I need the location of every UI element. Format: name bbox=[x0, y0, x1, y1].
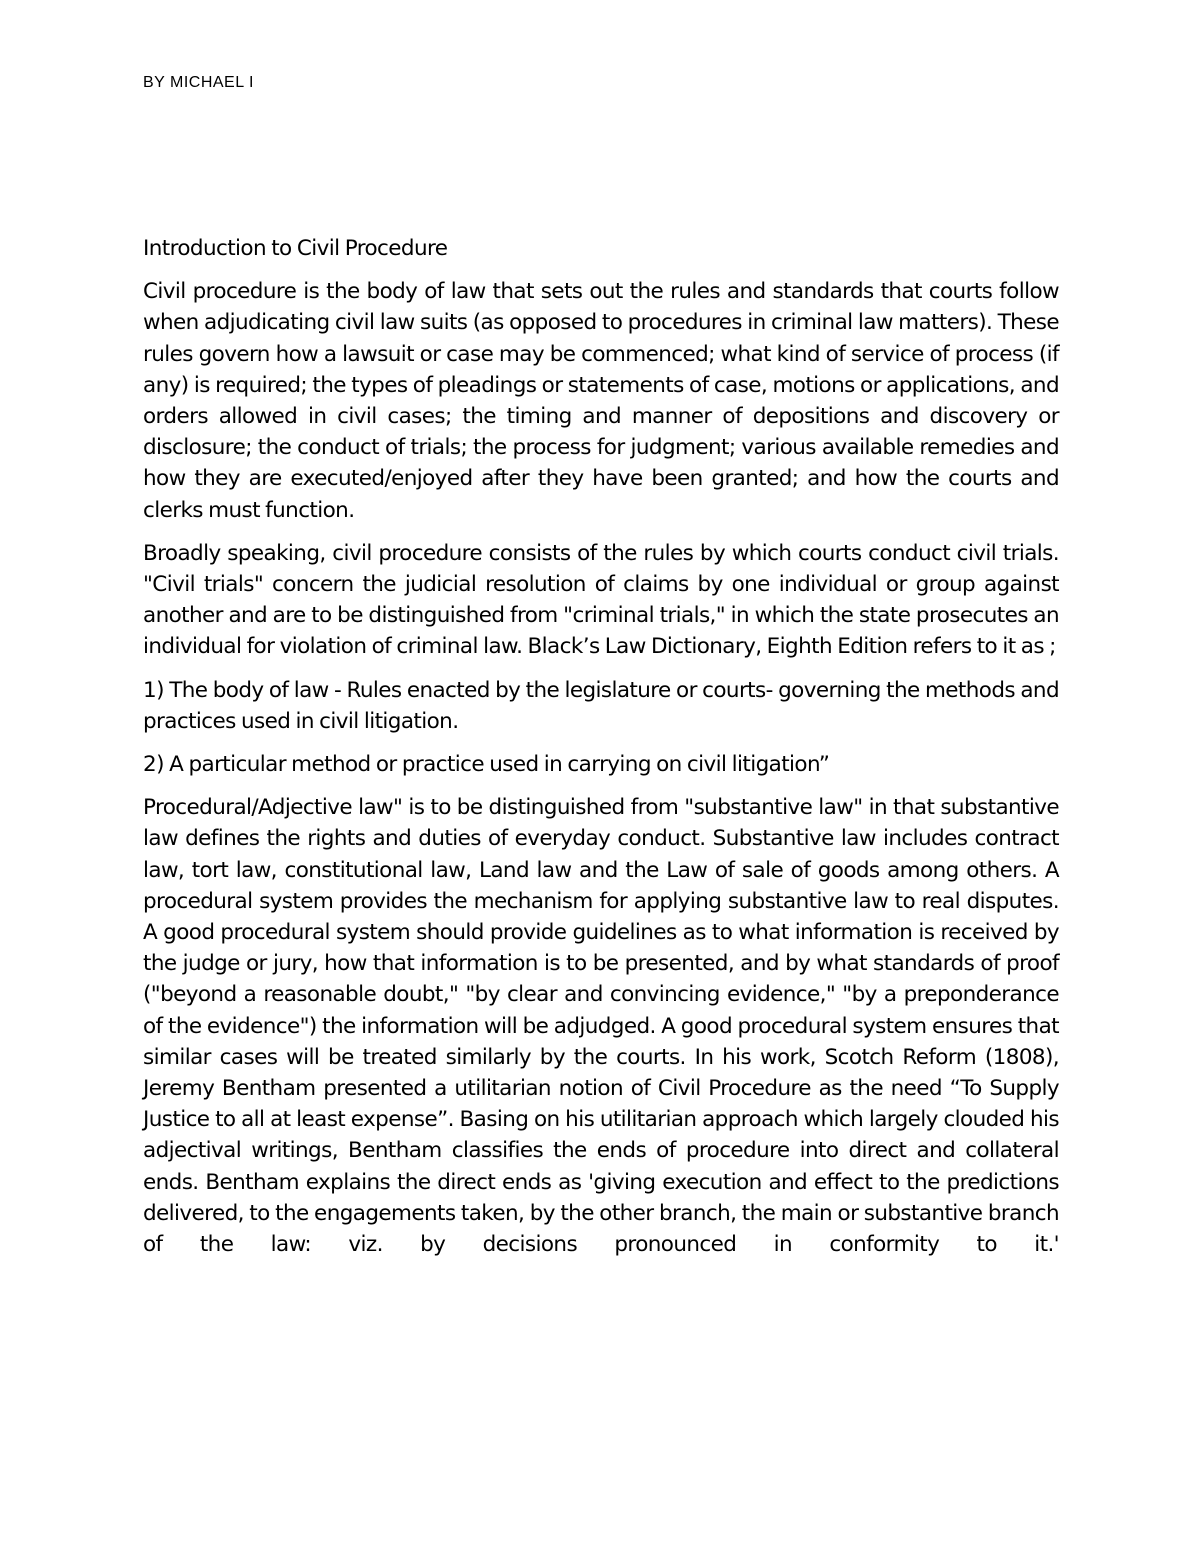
page-header-author: BY MICHAEL I bbox=[143, 74, 254, 91]
list-item-body-of-law: 1) The body of law - Rules enacted by the legislature or courts- governing the methods and practices used in civil litigation. bbox=[143, 677, 1059, 734]
document-body bbox=[143, 233, 1059, 1272]
document-title: Introduction to Civil Procedure bbox=[143, 236, 448, 261]
list-item-particular-method: 2) A particular method or practice used in carrying on civil litigation” bbox=[143, 752, 830, 778]
paragraph-broadly-speaking: Broadly speaking, civil procedure consists of the rules by which courts conduct civil trials. "Civil trials" concern the judicial resolution of claims by one individual or group against another and are to be distinguished from "criminal trials," in which the state prosecutes an individual for violation of criminal law. Black’s Law Dictionary, Eighth Edition refers to it as ; bbox=[143, 540, 1059, 660]
paragraph-procedural-vs-substantive: Procedural/Adjective law" is to be distinguished from "substantive law" in that substantive law defines the rights and duties of everyday conduct. Substantive law includes contract law, tort law, constitutional law, Land law and the Law of sale of goods among others. A procedural system provides the mechanism for applying substantive law to real disputes. A good procedural system should provide guidelines as to what information is received by the judge or jury, how that information is to be presented, and by what standards of proof ("beyond a reasonable doubt," "by clear and convincing evidence," "by a preponderance of the evidence") the information will be adjudged. A good procedural system ensures that similar cases will be treated similarly by the courts. In his work, Scotch Reform (1808), Jeremy Bentham presented a utilitarian notion of Civil Procedure as the need “To Supply Justice to all at least expense”. Basing on his utilitarian approach which largely clouded his adjectival writings, Bentham classifies the ends of procedure into direct and collateral ends. Bentham explains the direct ends as 'giving execution and effect to the predictions delivered, to the engagements taken, by the other branch, the main or substantive branch of the law: viz. by decisions pronounced in conformity to it.' bbox=[143, 795, 1059, 1258]
paragraph-definition: Civil procedure is the body of law that sets out the rules and standards that courts follow when adjudicating civil law suits (as opposed to procedures in criminal law matters). These rules govern how a lawsuit or case may be commenced; what kind of service of process (if any) is required; the types of pleadings or statements of case, motions or applications, and orders allowed in civil cases; the timing and manner of depositions and discovery or disclosure; the conduct of trials; the process for judgment; various available remedies and how they are executed/enjoyed after they have been granted; and how the courts and clerks must function. bbox=[143, 279, 1059, 523]
